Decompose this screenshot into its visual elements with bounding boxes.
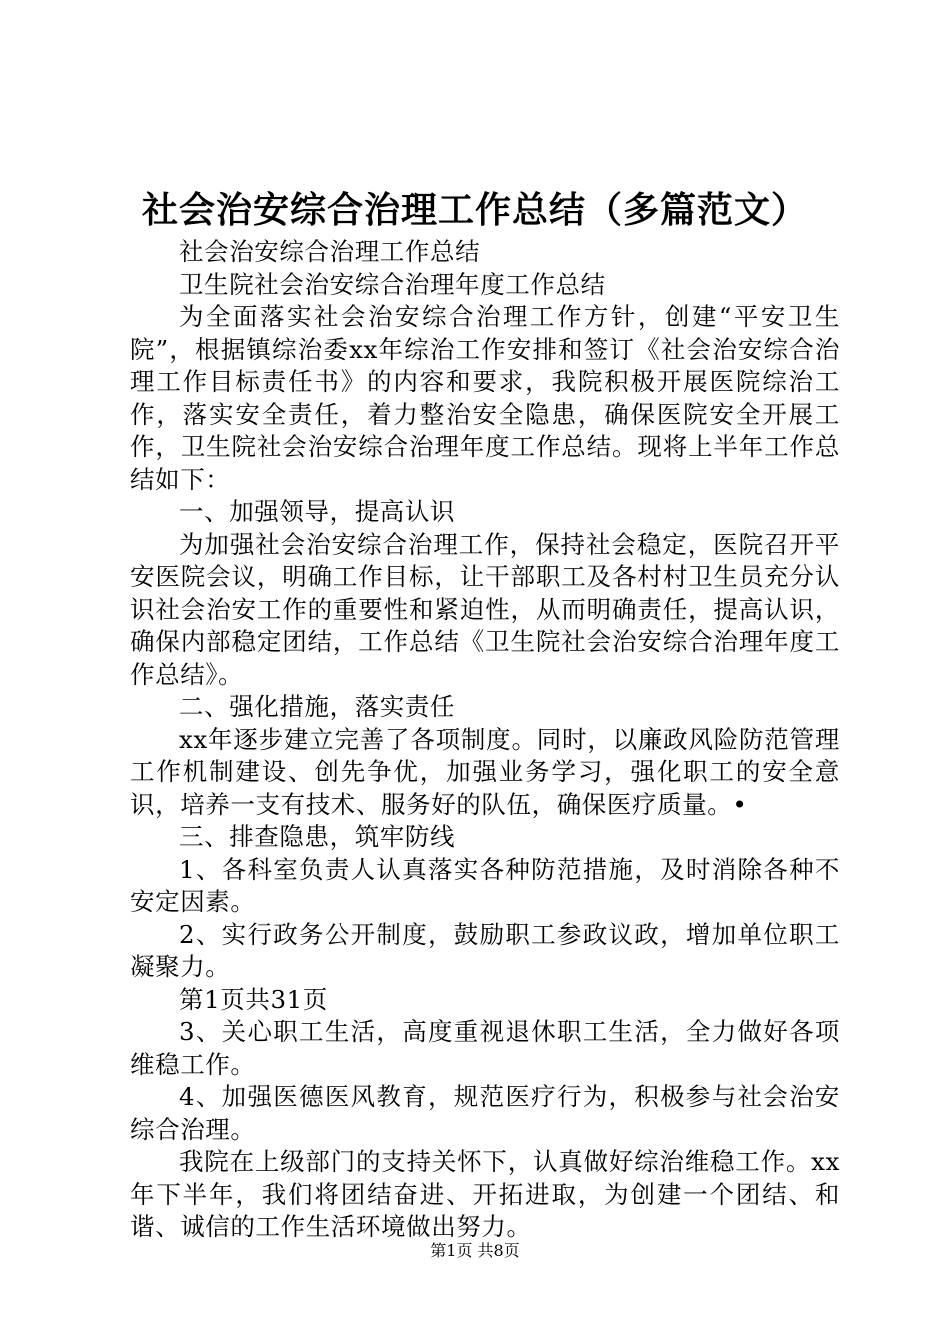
page-footer: 第1页 共8页 <box>430 1241 520 1260</box>
paragraph-section-1: 为加强社会治安综合治理工作，保持社会稳定，医院召开平安医院会议，明确工作目标，让干部职工及各村村卫生员充分认识社会治安工作的重要性和紧迫性，从而明确责任，提高认识，确保内部稳定团结，工作总结《卫生院社会治安综合治理年度工作总结》。 <box>130 529 840 689</box>
section-heading-1: 一、加强领导，提高认识 <box>179 497 456 526</box>
paragraph-intro: 为全面落实社会治安综合治理工作方针，创建“平安卫生院”，根据镇综治委xx年综治工作安排和签订《社会治安综合治理工作目标责任书》的内容和要求，我院积极开展医院综治工作，落实安全责任，着力整治安全隐患，确保医院安全开展工作，卫生院社会治安综合治理年度工作总结。现将上半年工作总结如下： <box>130 302 840 494</box>
list-item: 1、各科室负责人认真落实各种防范措施，及时消除各种不安定因素。 <box>130 854 840 916</box>
section-heading-2: 二、强化措施，落实责任 <box>179 692 456 721</box>
document-body <box>130 236 840 1244</box>
section-heading-3: 三、排查隐患，筑牢防线 <box>179 822 456 851</box>
list-item: 2、实行政务公开制度，鼓励职工参政议政，增加单位职工凝聚力。 <box>130 919 840 981</box>
document-title: 社会治安综合治理工作总结（多篇范文） <box>141 190 808 231</box>
inline-page-marker: 第1页共31页 <box>179 984 328 1014</box>
list-item: 3、关心职工生活，高度重视退休职工生活，全力做好各项维稳工作。 <box>130 1017 840 1079</box>
paragraph-section-2: xx年逐步建立完善了各项制度。同时，以廉政风险防范管理工作机制建设、创先争优，加强业务学习，强化职工的安全意识，培养一支有技术、服务好的队伍，确保医疗质量。• <box>130 724 840 819</box>
paragraph-closing: 我院在上级部门的支持关怀下，认真做好综治维稳工作。xx年下半年，我们将团结奋进、开拓进取，为创建一个团结、和谐、诚信的工作生活环境做出努力。 <box>130 1147 840 1241</box>
list-item: 4、加强医德医风教育，规范医疗行为，积极参与社会治安综合治理。 <box>130 1082 840 1144</box>
paragraph-heading: 卫生院社会治安综合治理年度工作总结 <box>179 269 606 299</box>
paragraph-subtitle: 社会治安综合治理工作总结 <box>179 237 481 266</box>
